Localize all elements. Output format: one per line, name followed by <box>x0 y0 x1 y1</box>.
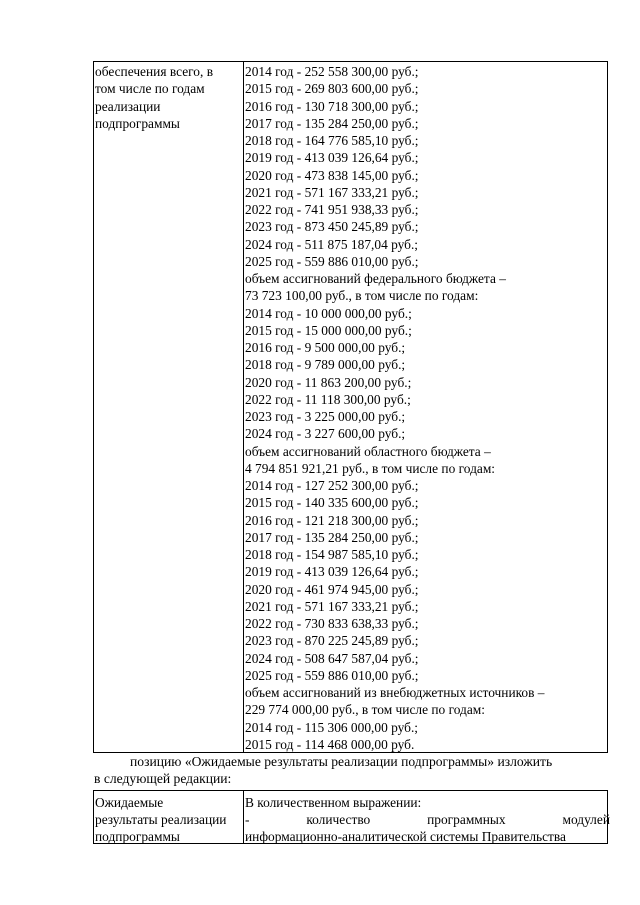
financing-value-line: 2024 год - 511 875 187,04 руб.; <box>245 236 419 252</box>
financing-value-line: 229 774 000,00 руб., в том числе по годам: <box>245 702 485 718</box>
expected-results-label-line: результаты реализации <box>95 812 227 827</box>
financing-value-line: объем ассигнований федерального бюджета – <box>245 271 506 286</box>
financing-value-line: 2024 год - 508 647 587,04 руб.; <box>245 650 419 666</box>
financing-value-line: 2017 год - 135 284 250,00 руб.; <box>245 529 419 545</box>
financing-label-line: обеспечения всего, в <box>95 64 214 79</box>
expected-results-word: количество <box>306 812 371 827</box>
paragraph-line-1: позицию «Ожидаемые результаты реализации подпрограммы» изложить <box>130 754 553 769</box>
financing-value-line: 2018 год - 154 987 585,10 руб.; <box>245 547 419 562</box>
expected-results-line: информационно-аналитической системы Правительства <box>245 829 566 844</box>
financing-value-line: 2023 год - 870 225 245,89 руб.; <box>245 633 419 649</box>
financing-value-line: 2020 год - 461 974 945,00 руб.; <box>245 581 419 597</box>
financing-value-line: 2024 год - 3 227 600,00 руб.; <box>245 426 406 442</box>
financing-value-line: 2016 год - 121 218 300,00 руб.; <box>245 512 419 528</box>
financing-value-line: объем ассигнований из внебюджетных источников – <box>245 685 545 700</box>
financing-table <box>93 61 608 753</box>
financing-value-line: 2022 год - 730 833 638,33 руб.; <box>245 616 419 631</box>
financing-value-line: 2015 год - 269 803 600,00 руб.; <box>245 81 419 97</box>
financing-value-line: 2025 год - 559 886 010,00 руб.; <box>245 253 419 269</box>
expected-results-label-line: подпрограммы <box>95 829 180 844</box>
expected-results-table <box>93 790 608 844</box>
expected-results-word: - <box>245 812 250 827</box>
expected-results-label-line: Ожидаемые <box>95 795 164 810</box>
financing-value-line: 2014 год - 127 252 300,00 руб.; <box>245 478 419 493</box>
financing-value-line: 2021 год - 571 167 333,21 руб.; <box>245 184 419 200</box>
expected-results-word: модулей <box>562 812 610 827</box>
financing-value-line: 2020 год - 473 838 145,00 руб.; <box>245 167 419 183</box>
financing-value-line: 2021 год - 571 167 333,21 руб.; <box>245 598 419 614</box>
financing-value-line: 2014 год - 252 558 300,00 руб.; <box>245 64 419 79</box>
financing-value-line: 2022 год - 741 951 938,33 руб.; <box>245 202 419 217</box>
financing-value-line: 2014 год - 115 306 000,00 руб.; <box>245 719 419 735</box>
expected-results-word: программных <box>427 812 506 827</box>
expected-results-justified-line <box>245 811 610 828</box>
financing-value-line: 73 723 100,00 руб., в том числе по годам: <box>245 288 479 304</box>
financing-value-line: 2019 год - 413 039 126,64 руб.; <box>245 150 419 166</box>
financing-label-cell <box>94 62 244 752</box>
financing-value-line: 2023 год - 873 450 245,89 руб.; <box>245 219 419 235</box>
financing-label-line: том числе по годам <box>95 81 205 97</box>
financing-value-line: 2025 год - 559 886 010,00 руб.; <box>245 667 419 683</box>
financing-value-line: 2014 год - 10 000 000,00 руб.; <box>245 305 412 321</box>
financing-value-line: 2015 год - 15 000 000,00 руб.; <box>245 322 412 338</box>
expected-results-line: В количественном выражении: <box>245 795 422 810</box>
financing-value-line: 4 794 851 921,21 руб., в том числе по годам: <box>245 460 496 476</box>
financing-value-line: 2018 год - 164 776 585,10 руб.; <box>245 133 419 148</box>
financing-value-line: 2015 год - 140 335 600,00 руб.; <box>245 495 419 511</box>
paragraph-line-2: в следующей редакции: <box>94 771 232 786</box>
financing-value-line: 2016 год - 9 500 000,00 руб.; <box>245 340 406 355</box>
financing-value-line: объем ассигнований областного бюджета – <box>245 443 491 459</box>
financing-label-line: реализации <box>95 98 161 114</box>
financing-value-line: 2015 год - 114 468 000,00 руб. <box>245 736 415 752</box>
financing-value-line: 2017 год - 135 284 250,00 руб.; <box>245 115 419 131</box>
financing-value-line: 2016 год - 130 718 300,00 руб.; <box>245 98 419 114</box>
financing-value-line: 2022 год - 11 118 300,00 руб.; <box>245 391 411 407</box>
financing-label-line: подпрограммы <box>95 115 180 131</box>
financing-value-line: 2018 год - 9 789 000,00 руб.; <box>245 357 406 373</box>
financing-value-line: 2019 год - 413 039 126,64 руб.; <box>245 564 419 580</box>
financing-value-line: 2023 год - 3 225 000,00 руб.; <box>245 409 406 424</box>
financing-value-line: 2020 год - 11 863 200,00 руб.; <box>245 374 412 390</box>
